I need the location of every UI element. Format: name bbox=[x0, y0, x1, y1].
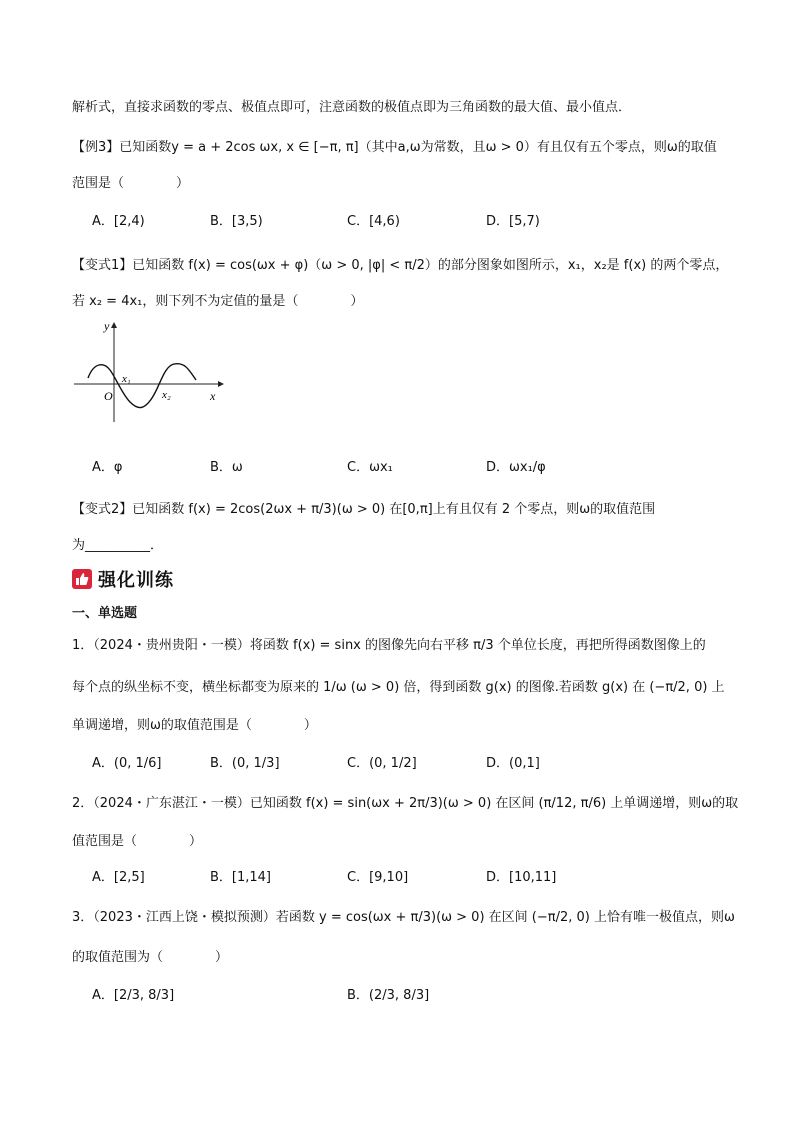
example3-option-d: D．[5,7) bbox=[486, 214, 540, 229]
q2-option-d: D．[10,11] bbox=[486, 870, 557, 885]
x1-label: x₁ bbox=[122, 373, 131, 385]
cosine-graph bbox=[70, 318, 230, 428]
origin-label: O bbox=[104, 389, 113, 403]
variant1-stem-line2: 若 x₂ = 4x₁，则下列不为定值的量是（ ） bbox=[72, 294, 364, 309]
variant1-option-a: A．φ bbox=[92, 460, 123, 475]
q3-stem-line2: 的取值范围为（ ） bbox=[72, 950, 229, 965]
q2-option-b: B．[1,14] bbox=[210, 870, 272, 885]
thumbs-up-icon bbox=[72, 569, 92, 589]
q3-option-a: A．[2/3, 8/3] bbox=[92, 988, 175, 1003]
example3-option-c: C．[4,6) bbox=[347, 214, 400, 229]
q2-option-a: A．[2,5] bbox=[92, 870, 145, 885]
q1-option-b: B．(0, 1/3] bbox=[210, 756, 280, 771]
q1-stem-line3: 单调递增，则ω的取值范围是（ ） bbox=[72, 718, 317, 733]
q1-stem-line1: 1．（2024・贵州贵阳・一模）将函数 f(x) = sinx 的图像先向右平移 π/3 个单位长度，再把所得函数图像上的 bbox=[72, 638, 706, 653]
example3-option-b: B．[3,5) bbox=[210, 214, 263, 229]
q1-option-a: A．(0, 1/6] bbox=[92, 756, 162, 771]
q2-stem-line2: 值范围是（ ） bbox=[72, 834, 203, 849]
q2-stem-line1: 2．（2024・广东湛江・一模）已知函数 f(x) = sin(ωx + 2π/3)(ω > 0) 在区间 (π/12, π/6) 上单调递增，则ω的取 bbox=[72, 796, 739, 811]
y-axis-arrow-icon bbox=[111, 322, 117, 328]
x-axis-arrow-icon bbox=[218, 381, 224, 387]
section-title: 强化训练 bbox=[98, 570, 174, 591]
variant1-option-c: C．ωx₁ bbox=[347, 460, 393, 475]
q3-stem-line1: 3．（2023・江西上饶・模拟预测）若函数 y = cos(ωx + π/3)(ω > 0) 在区间 (−π/2, 0) 上恰有唯一极值点，则ω bbox=[72, 910, 735, 925]
variant2-stem-line2: 为__________． bbox=[72, 538, 164, 553]
intro-text: 解析式，直接求函数的零点、极值点即可，注意函数的极值点即为三角函数的最大值、最小值点． bbox=[72, 100, 632, 115]
q3-option-b: B．(2/3, 8/3] bbox=[347, 988, 430, 1003]
variant1-stem-line1: 【变式1】已知函数 f(x) = cos(ωx + φ)（ω > 0, |φ| < π/2）的部分图象如图所示，x₁，x₂是 f(x) 的两个零点， bbox=[72, 258, 729, 273]
section-subtitle: 一、单选题 bbox=[72, 606, 138, 621]
example3-stem-line1: 【例3】已知函数y = a + 2cos ωx, x ∈ [−π, π]（其中a,ω为常数，且ω > 0）有且仅有五个零点，则ω的取值 bbox=[72, 140, 717, 155]
variant1-option-d: D．ωx₁/φ bbox=[486, 460, 546, 475]
q1-option-c: C．(0, 1/2] bbox=[347, 756, 417, 771]
x-axis-label: x bbox=[210, 389, 216, 403]
x2-label: x₂ bbox=[162, 389, 171, 401]
example3-stem-line2: 范围是（ ） bbox=[72, 176, 190, 191]
variant1-option-b: B．ω bbox=[210, 460, 243, 475]
q2-option-c: C．[9,10] bbox=[347, 870, 409, 885]
q1-option-d: D．(0,1] bbox=[486, 756, 540, 771]
section-heading bbox=[72, 566, 174, 592]
variant2-stem-line1: 【变式2】已知函数 f(x) = 2cos(2ωx + π/3)(ω > 0) 在[0,π]上有且仅有 2 个零点，则ω的取值范围 bbox=[72, 502, 656, 517]
y-axis-label: y bbox=[104, 319, 110, 333]
q1-stem-line2: 每个点的纵坐标不变，横坐标都变为原来的 1/ω (ω > 0) 倍，得到函数 g(x) 的图像.若函数 g(x) 在 (−π/2, 0) 上 bbox=[72, 680, 725, 695]
example3-option-a: A．[2,4) bbox=[92, 214, 145, 229]
